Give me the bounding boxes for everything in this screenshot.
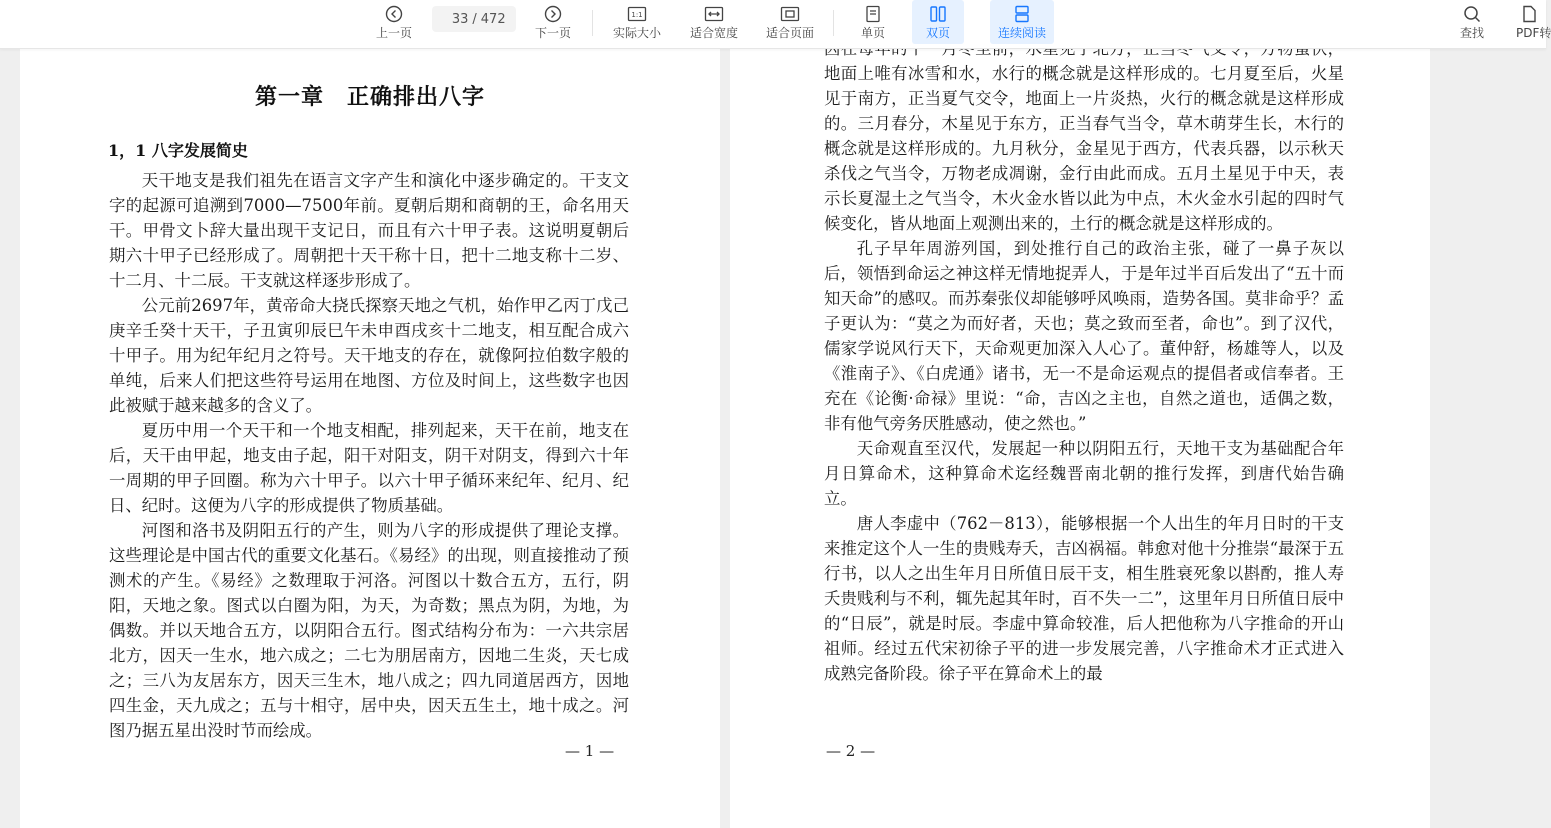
chevron-left-circle-icon: [385, 4, 403, 24]
page-number: — 2 —: [826, 742, 876, 760]
pdf-convert-label: PDF转: [1516, 26, 1551, 40]
fit-width-label: 适合宽度: [689, 26, 738, 40]
next-page-label: 下一页: [534, 26, 571, 40]
search-button[interactable]: [1452, 0, 1492, 44]
fit-width-icon: [704, 4, 724, 24]
double-page-button[interactable]: [912, 0, 964, 44]
actual-size-icon: [627, 4, 647, 24]
double-page-icon: [929, 4, 947, 24]
paragraph: 孔子早年周游列国，到处推行自己的政治主张，碰了一鼻子灰以后，领悟到命运之神这样无情地捉弄人，于是年过半百后发出了“五十而知天命”的感叹。而苏秦张仪却能够呼风唤雨，造势各国。莫非命乎？孟子更认为：“莫之为而好者，天也；莫之致而至者，命也”。到了汉代，儒家学说风行天下，天命观更加深入人心了。董仲舒，杨雄等人，以及《淮南子》、《白虎通》诸书，无一不是命运观点的提倡者或信奉者。王充在《论衡·命禄》里说：“命，吉凶之主也，自然之道也，适偶之数，非有他气旁务厌胜感动，使之然也。”: [824, 239, 1344, 433]
paragraph: 地面上唯有冰雪和水，水行的概念就是这样形成的。七月夏至后，火星见于南方，正当夏气交令，地面上一片炎热，火行的概念就是这样形成的。三月春分，木星见于东方，正当春气当令，草木萌芽生长，木行的概念就是这样形成的。九月秋分，金星见于西方，代表兵器，以示秋天杀伐之气当令，万物老成凋谢，金行由此而成。五月土星见于中天，表示长夏湿土之气当令，木火金水皆以此为中点，木火金水引起的四时气候变化，皆从地面上观测出来的，土行的概念就是这样形成的。: [824, 64, 1344, 233]
toolbar-divider: [592, 10, 593, 36]
total-pages: 472: [480, 11, 506, 27]
current-page-input[interactable]: [442, 12, 468, 27]
paragraph: 天命观直至汉代，发展起一种以阴阳五行，天地干支为基础配合年月日算命术，这种算命术迄经魏晋南北朝的推行发挥，到唐代始告确立。: [824, 439, 1344, 508]
continuous-reading-button[interactable]: [990, 0, 1054, 44]
fit-page-button[interactable]: [760, 0, 820, 44]
chapter-title: 第一章 正确排出八字: [254, 84, 485, 110]
paragraph: 唐人李虚中（762－813），能够根据一个人出生的年月日时的干支来推定这个人一生的贵贱寿夭，吉凶祸福。韩愈对他十分推崇“最深于五行书，以人之出生年月日所值日辰干支，相生胜衰死象以斟酌，推人寿夭贵贱利与不利，辄先起其年时，百不失一二”，这里年月日所值日辰中的“日辰”，就是时辰。李虚中算命较准，后人把他称为八字推命的开山祖师。经过五代宋初徐子平的进一步发展完善，八字推命术才正式进入成熟完备阶段。徐子平在算命术上的最: [824, 514, 1344, 683]
prev-page-button[interactable]: [370, 0, 418, 44]
svg-text:1:1: 1:1: [631, 11, 643, 19]
prev-page-label: 上一页: [375, 26, 412, 40]
single-page-icon: [865, 4, 881, 24]
page-separator: /: [472, 11, 477, 27]
search-icon: [1463, 4, 1481, 24]
single-page-label: 单页: [860, 26, 885, 40]
single-page-button[interactable]: [850, 0, 896, 44]
fit-width-button[interactable]: [684, 0, 744, 44]
section-title: 1，1 八字发展简史: [108, 141, 248, 160]
actual-size-button[interactable]: [606, 0, 668, 44]
paragraph: 天干地支是我们祖先在语言文字产生和演化中逐步确定的。干支文字的起源可追溯到7000—7500年前。夏朝后期和商朝的王，命名用天干。甲骨文卜辞大量出现干支记日，而且有六十甲子表。这说明夏朝后期六十甲子已经形成了。周朝把十天干称十日，把十二地支称十二岁、十二月、十二辰。干支就这样逐步形成了。: [109, 171, 629, 290]
pdf-convert-button[interactable]: [1512, 0, 1551, 44]
fit-page-icon: [780, 4, 800, 24]
document-page-left: [20, 48, 720, 828]
toolbar-divider: [833, 10, 834, 36]
chevron-right-circle-icon: [544, 4, 562, 24]
double-page-label: 双页: [925, 26, 950, 40]
fit-page-label: 适合页面: [765, 26, 814, 40]
page-indicator: [432, 6, 516, 32]
page-body: [824, 36, 1344, 686]
continuous-reading-label: 连续阅读: [997, 26, 1046, 40]
paragraph: 河图和洛书及阴阳五行的产生，则为八字的形成提供了理论支撑。这些理论是中国古代的重要文化基石。《易经》的出现，则直接推动了预测术的产生。《易经》之数理取于河洛。河图以十数合五方，五行，阴阳，天地之象。图式以白圈为阳，为天，为奇数；黑点为阴，为地，为偶数。并以天地合五方，以阴阳合五行。图式结构分布为：一六共宗居北方，因天一生水，地六成之；二七为朋居南方，因地二生炎，天七成之；三八为友居东方，因天三生木，地八成之；四九同道居西方，因地四生金，天九成之；五与十相守，居中央，因天五生土，地十成之。河图乃据五星出没时节而绘成。: [109, 521, 629, 740]
search-label: 查找: [1459, 26, 1484, 40]
actual-size-label: 实际大小: [612, 26, 661, 40]
paragraph: 夏历中用一个天干和一个地支相配，排列起来，天干在前，地支在后，天干由甲起，地支由子起，阳干对阳支，阴干对阴支，得到六十年一周期的甲子回圈。称为六十甲子。以六十甲子循环来纪年、纪月、纪日、纪时。这便为八字的形成提供了物质基础。: [109, 421, 629, 515]
page-number: — 1 —: [565, 742, 615, 760]
paragraph: 公元前2697年，黄帝命大挠氏探察天地之气机，始作甲乙丙丁戊己庚辛壬癸十天干，子丑寅卯辰巳午未申酉戌亥十二地支，相互配合成六十甲子。用为纪年纪月之符号。天干地支的存在，就像阿拉伯数字般的单纯，后来人们把这些符号运用在地图、方位及时间上，这些数字也因此被赋于越来越多的含义了。: [109, 296, 629, 415]
next-page-button[interactable]: [529, 0, 577, 44]
document-page-right: [730, 48, 1430, 828]
page-body: [109, 168, 629, 743]
viewer-toolbar: [0, 0, 1551, 49]
pdf-convert-icon: [1512, 4, 1538, 24]
continuous-reading-icon: [1013, 4, 1031, 24]
